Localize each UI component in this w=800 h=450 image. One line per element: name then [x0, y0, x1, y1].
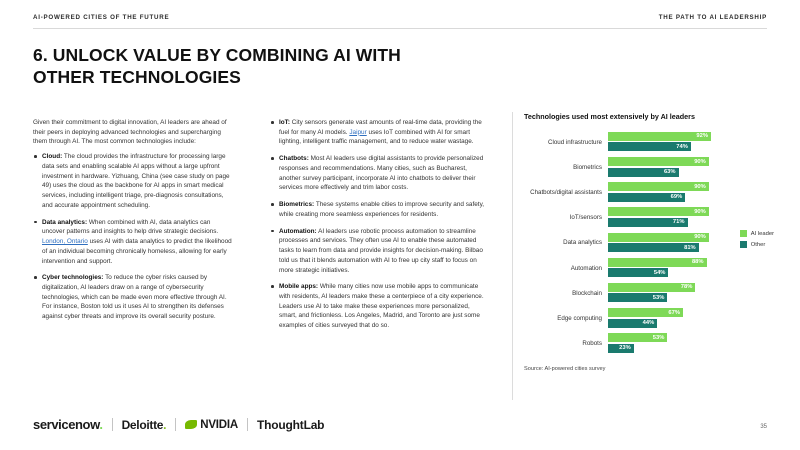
bullet-text: To reduce the cyber risks caused by digitalization, AI leaders draw on a range of cybersecurity technologies, which can be made even more effective through AI. For instance, Boston told us it uses AI to strengthen its defenses against cyber threats and improve its overall security posture. [42, 274, 227, 321]
chart-panel [524, 112, 774, 372]
chart-legend-label: Other [750, 241, 766, 248]
list-item [270, 118, 485, 147]
bullet-list-left [33, 152, 233, 322]
chart-category-label: Biometrics [573, 163, 602, 171]
list-item [270, 154, 485, 193]
chart-row [524, 232, 770, 254]
bullet-text: These systems enable cities to improve security and safety, while creating more seamless experiences for residents. [279, 201, 485, 218]
nvidia-logo: NVIDIA [185, 419, 238, 431]
list-item [270, 282, 485, 331]
chart-row [524, 257, 770, 279]
chart-bar [608, 142, 691, 151]
chart-bar-value: 74% [676, 143, 688, 150]
chart-bar-value: 78% [680, 284, 693, 291]
logo-separator [247, 418, 248, 431]
chart-row [524, 207, 770, 229]
chart-bar-value: 69% [670, 194, 683, 201]
chart-bar [608, 233, 709, 242]
chart-bar-value: 90% [694, 208, 706, 215]
bullet-lead: IoT: [279, 119, 291, 126]
chart-bar-group [608, 257, 770, 279]
chart-category-label: Blockchain [572, 289, 602, 297]
list-item [33, 218, 233, 267]
chart-bar-value: 44% [642, 320, 655, 327]
chart-legend-item [740, 230, 774, 237]
chart-category-label: Edge computing [557, 314, 602, 322]
chart-legend-swatch [740, 230, 747, 237]
chart-bar-value: 53% [652, 334, 665, 341]
bullet-lead: Automation: [279, 227, 317, 235]
inline-link-jaipur[interactable]: Jaipur [349, 128, 367, 136]
chart-bar [608, 207, 709, 216]
chart-bars [524, 131, 770, 355]
chart-bar-value: 90% [694, 158, 706, 165]
chart-bar [608, 258, 707, 267]
slide-header [33, 14, 767, 21]
chart-bar [608, 168, 679, 177]
chart-bar-value: 71% [672, 219, 685, 226]
bullet-list-right [270, 118, 485, 331]
chart-bar-group [608, 157, 770, 179]
bullet-text: AI leaders use robotic process automation to streamline processes and services. They often use AI to enable these automated tasks to learn from data and provide insights for decision-making. Bilbao told us that it blends automation with AI to free up city staff to focus on more strategic initiatives. [279, 227, 483, 274]
logo-separator [175, 418, 176, 431]
inline-link-london-ontario[interactable]: London, Ontario [42, 238, 88, 246]
chart-category-label: Chatbots/digital assistants [530, 189, 602, 197]
logo-separator [112, 418, 113, 431]
chart-legend-swatch [740, 241, 747, 248]
chart-bar [608, 218, 688, 227]
footer-logos [33, 417, 324, 432]
chart-bar [608, 182, 709, 191]
page-number: 35 [760, 424, 767, 430]
deloitte-logo: Deloitte. [121, 417, 167, 432]
header-left-text: AI-POWERED CITIES OF THE FUTURE [33, 14, 170, 21]
chart-row [524, 282, 770, 304]
chart-legend-item [740, 241, 774, 248]
chart-bar-value: 53% [652, 294, 665, 301]
chart-bar [608, 293, 667, 302]
chart-bar-value: 67% [668, 309, 681, 316]
chart-row [524, 308, 770, 330]
chart-legend [740, 230, 774, 252]
chart-bar-group [608, 131, 770, 153]
chart-title: Technologies used most extensively by AI leaders [524, 112, 695, 121]
chart-bar-group [608, 182, 770, 204]
chart-bar [608, 344, 634, 353]
bullet-text: While many cities now use mobile apps to communicate with residents, AI leaders make these a centerpiece of a city experience. Leaders use AI to take make these experiences more personalized, smart, and frictionless. Los Angeles, Madrid, and Toronto are just some examples of cities surveyed that do so. [279, 283, 484, 330]
chart-bar [608, 193, 685, 202]
list-item [270, 227, 485, 276]
chart-bar-group [608, 282, 770, 304]
bullet-lead: Chatbots: [279, 155, 309, 163]
chart-row [524, 157, 770, 179]
body-column-right [270, 118, 485, 338]
bullet-text: When combined with AI, data analytics can uncover patterns and insights to help drive strategic decisions. [42, 218, 219, 236]
chart-bar [608, 243, 699, 252]
chart-bar [608, 132, 711, 141]
chart-bar [608, 308, 683, 317]
chart-bar-value: 81% [684, 244, 696, 251]
chart-bar [608, 157, 709, 166]
chart-bar-group [608, 207, 770, 229]
chart-bar-group [608, 333, 770, 355]
chart-category-label: Automation [570, 264, 602, 272]
header-right-text: THE PATH TO AI LEADERSHIP [658, 14, 767, 21]
chart-bar [608, 319, 657, 328]
chart-bar-value: 63% [663, 169, 676, 176]
bullet-text: City sensors generate vast amounts of real-time data, providing the fuel for many AI models. [279, 119, 482, 136]
chart-bar [608, 333, 667, 342]
body-column-left [33, 118, 233, 329]
chart-bar-value: 54% [653, 269, 666, 276]
chart-source: Source: AI-powered cities survey [524, 365, 606, 372]
nvidia-eye-icon [185, 420, 197, 429]
chart-bar-group [608, 308, 770, 330]
chart-bar-value: 90% [694, 234, 706, 241]
chart-bar-value: 90% [694, 183, 706, 190]
list-item [33, 273, 233, 322]
bullet-text: Most AI leaders use digital assistants to provide personalized responses and recommendations. Many cities, such as Bucharest, another survey participant, incorporate AI into chatbots to deliver their services more effectively and trim labor costs. [279, 155, 484, 192]
chart-bar-value: 88% [691, 259, 704, 266]
bullet-lead: Mobile apps: [279, 283, 319, 291]
chart-bar-value: 92% [696, 133, 709, 140]
chart-row [524, 131, 770, 153]
bullet-lead: Cloud: [42, 153, 63, 161]
bullet-text: The cloud provides the infrastructure for processing large data sets and enabling scalable AI apps without a large upfront investment in hardware. Yizhuang, China (see case study on page 49) uses the cloud as the backbone for AI apps in smart medical services, including intelligent triage, pre-diagnosis consultations, and accurate appointment scheduling. [42, 153, 230, 209]
thoughtlab-logo: ThoughtLab [257, 417, 325, 432]
chart-bar-value: 23% [619, 345, 631, 352]
list-item [270, 200, 485, 219]
intro-paragraph: Given their commitment to digital innovation, AI leaders are ahead of their peers in deploying advanced technologies and supercharging them through AI. The most common technologies include: [33, 119, 227, 146]
bullet-lead: Data analytics: [42, 218, 88, 226]
list-item [33, 152, 233, 210]
chart-bar [608, 283, 695, 292]
bullet-text: uses AI with data analytics to predict the likelihood of an individual becoming chronically homeless, allowing for early intervention and support. [42, 238, 232, 265]
chart-divider [512, 112, 513, 400]
servicenow-logo: servicenow. [33, 417, 103, 432]
chart-category-label: Cloud infrastructure [548, 138, 602, 146]
bullet-lead: Cyber technologies: [42, 274, 104, 282]
chart-bar [608, 268, 668, 277]
bullet-lead: Biometrics: [279, 201, 315, 209]
chart-category-label: IoT/sensors [569, 214, 602, 222]
chart-row [524, 333, 770, 355]
header-divider [33, 28, 767, 29]
chart-category-label: Robots [582, 340, 602, 348]
chart-category-label: Data analytics [563, 239, 602, 247]
page-title: 6. UNLOCK VALUE BY COMBINING AI WITH OTHER TECHNOLOGIES [33, 45, 401, 88]
bullet-text: uses IoT combined with AI for smart lighting, intelligent traffic management, and to reduce water wastage. [279, 128, 474, 146]
chart-row [524, 182, 770, 204]
chart-legend-label: AI leader [750, 230, 774, 237]
